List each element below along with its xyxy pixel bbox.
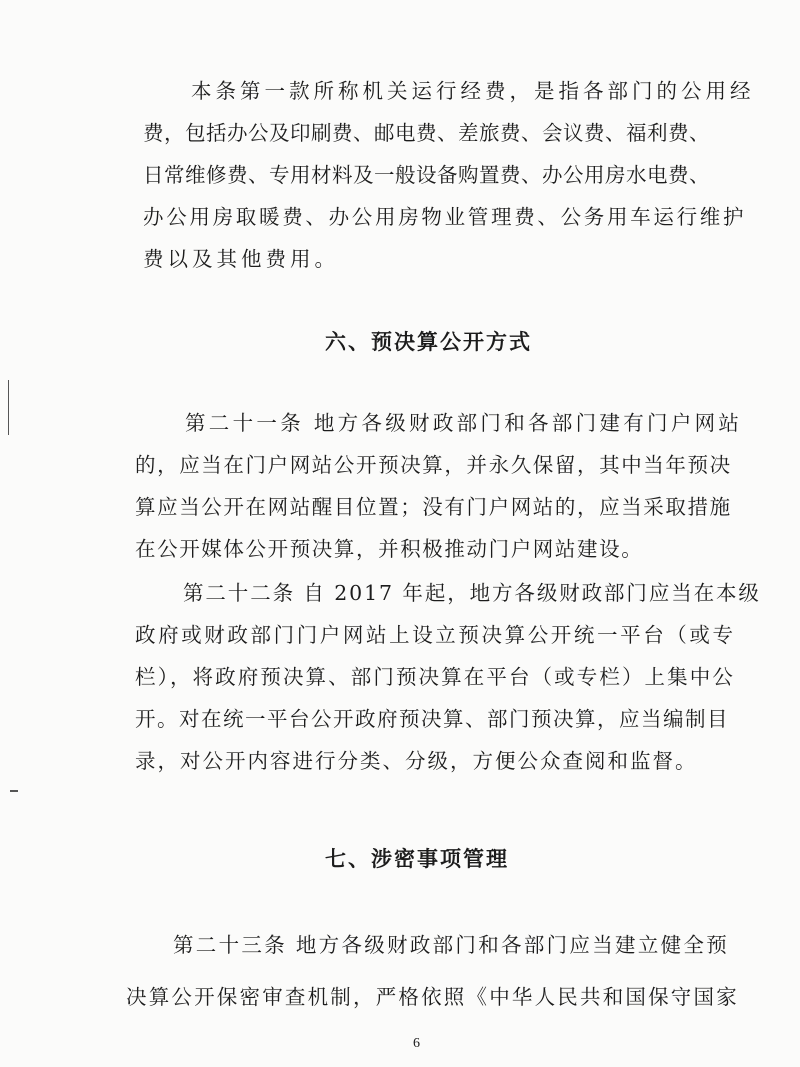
- article-line: 的，应当在门户网站公开预决算，并永久保留，其中当年预决: [135, 453, 732, 477]
- page-number: 6: [413, 1036, 420, 1051]
- paragraph-line: 日常维修费、专用材料及一般设备购置费、办公用房水电费、: [143, 163, 710, 187]
- article-line: 栏），将政府预决算、部门预决算在平台（或专栏）上集中公: [135, 665, 735, 689]
- article-line: 第二十二条 自 2017 年起，地方各级财政部门应当在本级: [183, 581, 761, 605]
- article-line: 第二十三条 地方各级财政部门和各部门应当建立健全预: [173, 933, 730, 957]
- article-line: 开。对在统一平台公开政府预决算、部门预决算，应当编制目: [135, 707, 729, 731]
- article-line: 政府或财政部门门户网站上设立预决算公开统一平台（或专: [135, 623, 736, 647]
- article-line: 算应当公开在网站醒目位置；没有门户网站的，应当采取措施: [135, 495, 732, 519]
- scan-margin-mark: [8, 380, 9, 435]
- paragraph-line: 办公用房取暖费、办公用房物业管理费、公务用车运行维护: [143, 205, 747, 229]
- article-line: 第二十一条 地方各级财政部门和各部门建有门户网站: [185, 411, 743, 435]
- section-heading: 六、预决算公开方式: [325, 330, 532, 354]
- scan-margin-mark: [10, 790, 18, 792]
- article-line: 在公开媒体公开预决算，并积极推动门户网站建设。: [135, 537, 644, 561]
- paragraph-line: 费以及其他费用。: [143, 247, 339, 271]
- paragraph-line: 费，包括办公及印刷费、邮电费、差旅费、会议费、福利费、: [143, 121, 710, 145]
- paragraph-line: 本条第一款所称机关运行经费，是指各部门的公用经: [191, 79, 755, 103]
- article-line: 决算公开保密审查机制，严格依照《中华人民共和国保守国家: [126, 985, 739, 1009]
- article-line: 录，对公开内容进行分类、分级，方便公众查阅和监督。: [135, 749, 698, 773]
- section-heading: 七、涉密事项管理: [325, 847, 509, 871]
